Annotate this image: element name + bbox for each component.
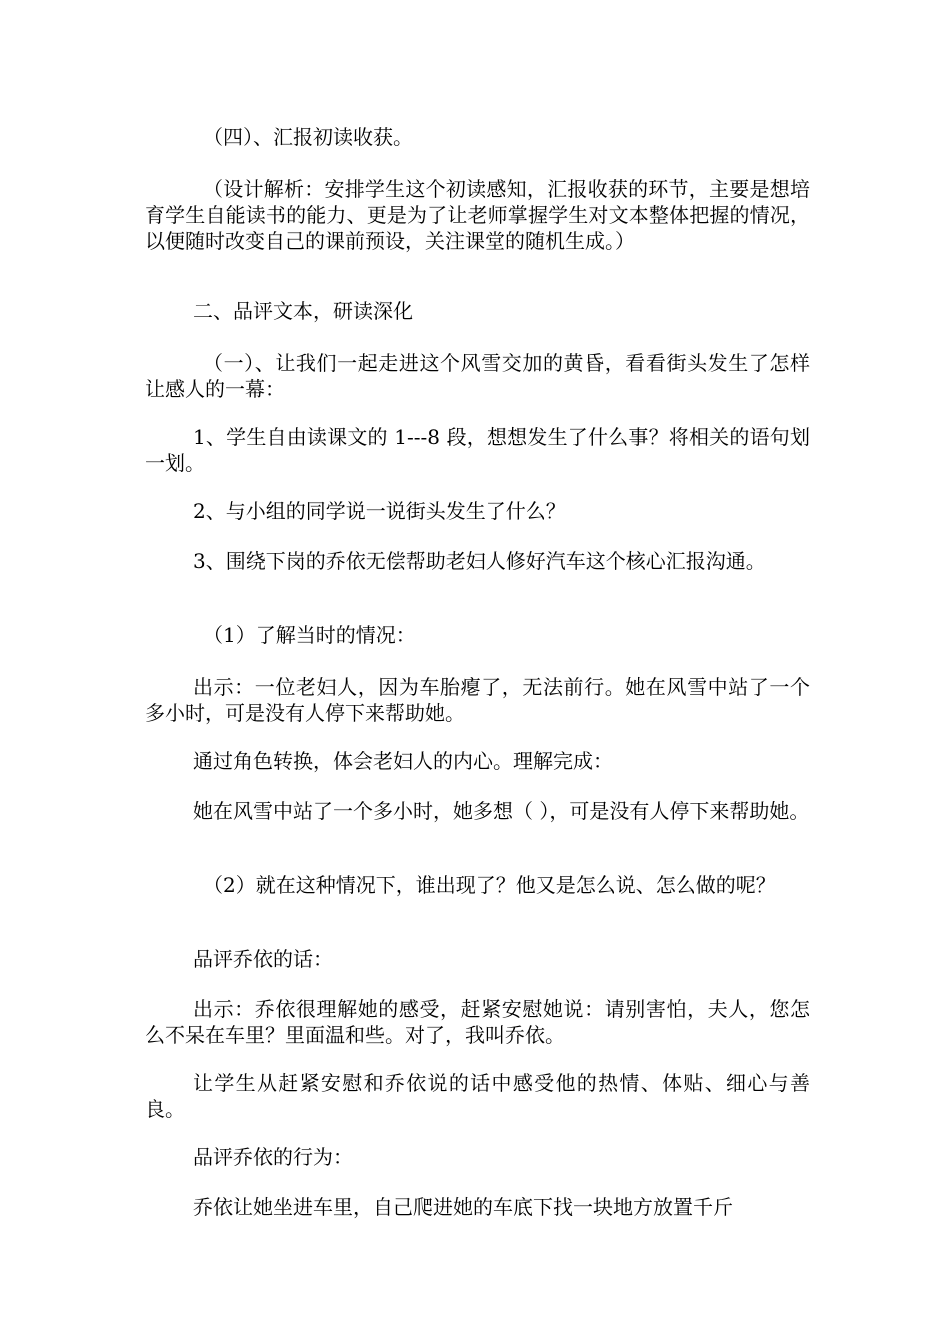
paragraph-evaluate-actions: 品评乔依的行为： bbox=[193, 1145, 353, 1169]
paragraph-section-two-heading: 二、品评文本，研读深化 bbox=[193, 299, 413, 323]
paragraph-joy-actions: 乔依让她坐进车里，自己爬进她的车底下找一块地方放置千斤 bbox=[193, 1195, 733, 1219]
paragraph-show-joy-words: 出示：乔依很理解她的感受，赶紧安慰她说：请别害怕，夫人，您怎么不呆在车里？里面温和些。对了，我叫乔依。 bbox=[145, 997, 810, 1047]
paragraph-step-1: 1、学生自由读课文的 1---8 段，想想发生了什么事？将相关的语句划一划。 bbox=[145, 425, 810, 475]
paragraph-report-reading: （四）、汇报初读收获。 bbox=[203, 125, 413, 149]
paragraph-evaluate-words: 品评乔依的话： bbox=[193, 947, 333, 971]
paragraph-role-switch: 通过角色转换，体会老妇人的内心。理解完成： bbox=[193, 749, 613, 773]
paragraph-situation-heading: （1）了解当时的情况： bbox=[203, 623, 416, 647]
paragraph-design-analysis: （设计解析：安排学生这个初读感知，汇报收获的环节，主要是想培育学生自能读书的能力、更是为了让老师掌握学生对文本整体把握的情况，以便随时改变自己的课前预设，关注课堂的随机生成。） bbox=[145, 177, 810, 253]
paragraph-who-appeared: （2）就在这种情况下，谁出现了？他又是怎么说、怎么做的呢？ bbox=[203, 873, 776, 897]
paragraph-step-3: 3、围绕下岗的乔依无偿帮助老妇人修好汽车这个核心汇报沟通。 bbox=[193, 549, 766, 573]
paragraph-students-feel: 让学生从赶紧安慰和乔依说的话中感受他的热情、体贴、细心与善良。 bbox=[145, 1071, 810, 1121]
paragraph-part-one-intro: （一）、让我们一起走进这个风雪交加的黄昏，看看街头发生了怎样让感人的一幕： bbox=[145, 351, 810, 401]
paragraph-fill-blank: 她在风雪中站了一个多小时，她多想（ ），可是没有人停下来帮助她。 bbox=[193, 799, 810, 823]
paragraph-step-2: 2、与小组的同学说一说街头发生了什么？ bbox=[193, 499, 566, 523]
paragraph-show-old-woman: 出示：一位老妇人，因为车胎瘪了，无法前行。她在风雪中站了一个多小时，可是没有人停下来帮助她。 bbox=[145, 675, 810, 725]
